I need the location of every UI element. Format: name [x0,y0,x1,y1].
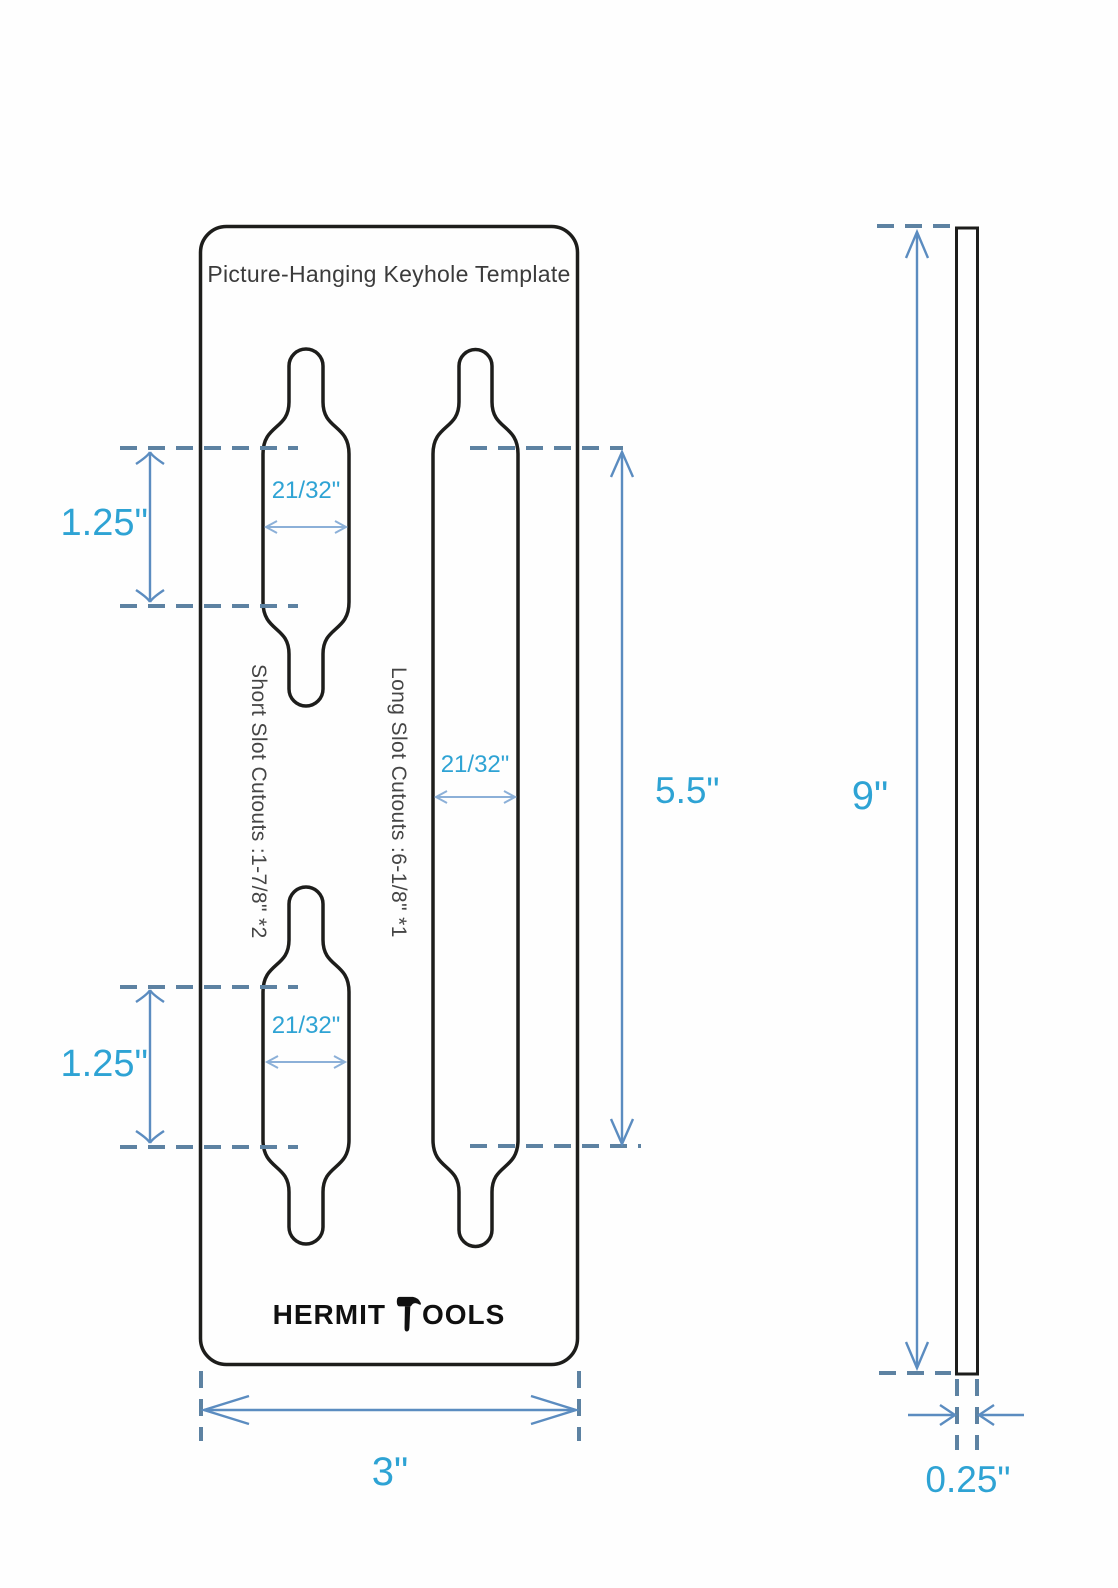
dim-label-slot-width-long: 21/32" [440,751,510,778]
short-slot-bottom-cutout [263,887,349,1244]
diagram-title: Picture-Hanging Keyhole Template [207,261,571,287]
dim-slot-width-short-top [266,521,346,533]
dim-slot-width-short-bottom [267,1056,345,1068]
dim-template-width [204,1396,576,1424]
brand-word-left: HERMIT [272,1299,386,1330]
short-slot-cutouts-label: Short Slot Cutouts :1-7/8" *2 [247,664,270,939]
dim-label-long-slot-length: 5.5" [655,770,720,811]
dim-label-slot-width-short-bottom: 21/32" [271,1012,341,1039]
dim-label-template-height: 9" [851,774,889,818]
dim-label-slot-span-bottom: 1.25" [60,1043,148,1085]
dim-label-template-thickness: 0.25" [925,1459,1011,1500]
brand-word-right: OOLS [421,1299,506,1330]
dim-slot-width-long [436,791,515,803]
dim-label-template-width: 3" [371,1450,409,1494]
hammer-icon [395,1295,422,1333]
brand-logo [200,1286,578,1330]
dim-long-slot-length [611,452,633,1144]
side-template-outline [957,228,978,1374]
dim-label-slot-width-short-top: 21/32" [271,477,341,504]
long-slot-cutouts-label: Long Slot Cutouts :6-1/8" *1 [387,667,410,938]
dim-template-thickness [908,1405,1024,1425]
side-view [957,228,978,1374]
dim-label-slot-span-top: 1.25" [60,502,148,544]
